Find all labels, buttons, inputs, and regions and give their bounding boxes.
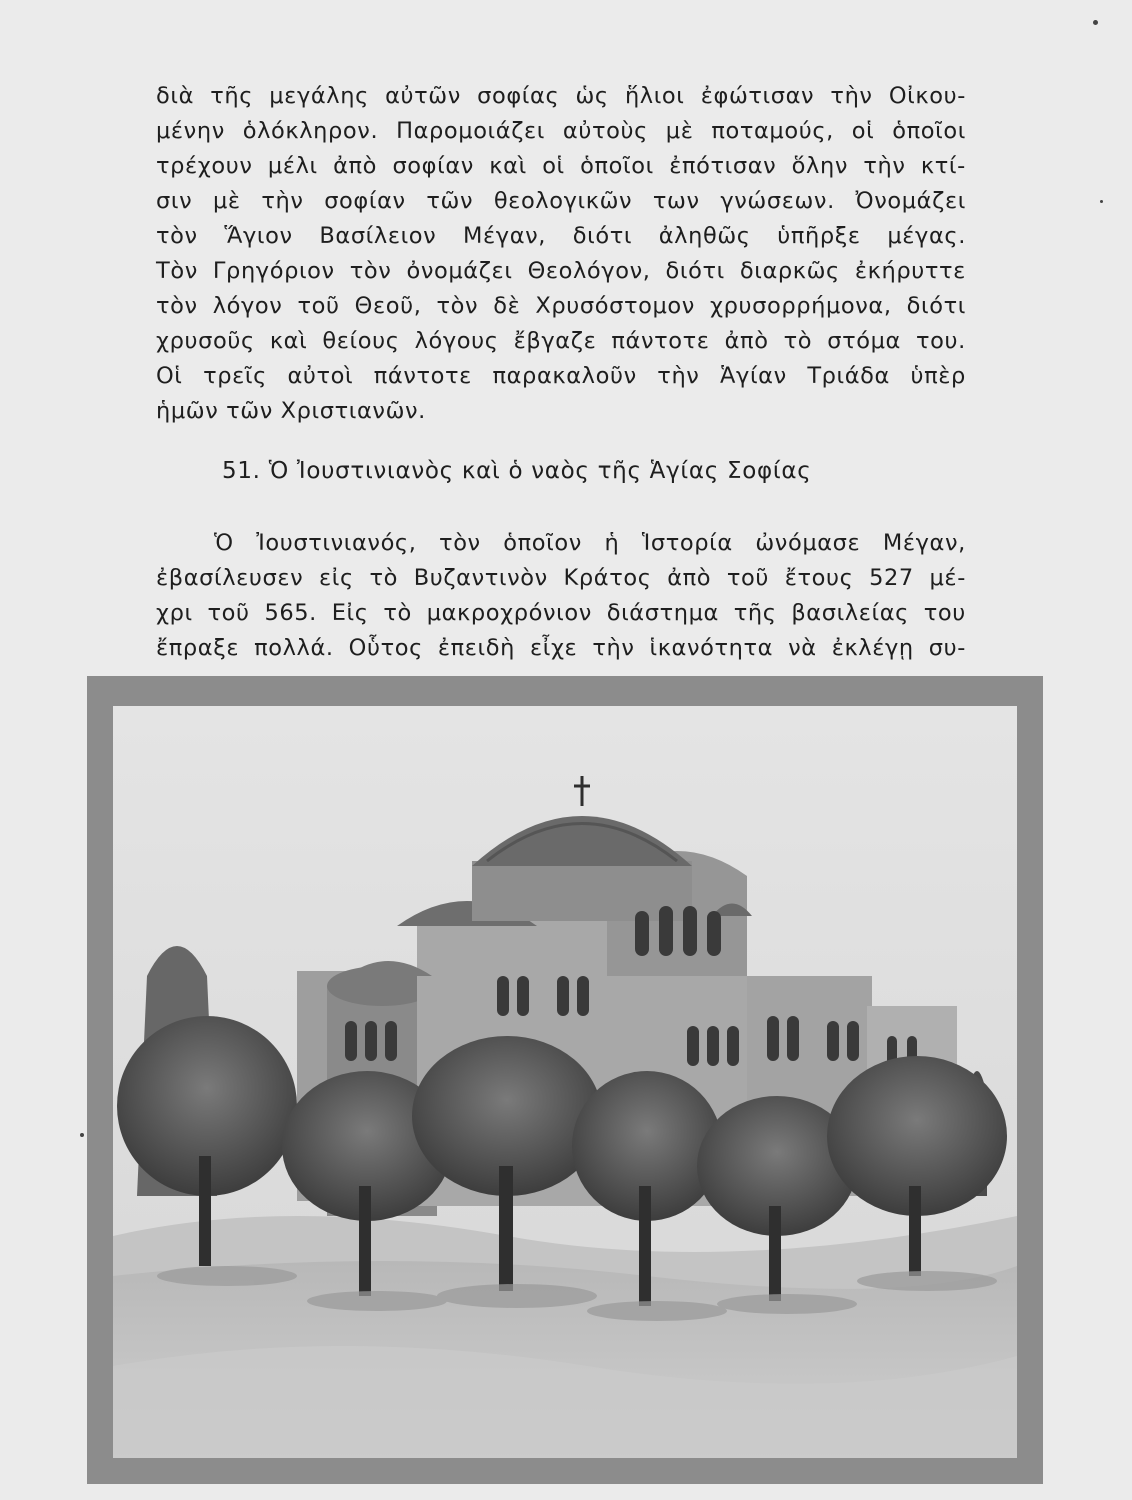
text-line: Τὸν Γρηγόριον τὸν ὀνομάζει Θεολόγον, διότι διαρκῶς ἐκήρυττε: [156, 258, 966, 284]
paper-speck: [1093, 20, 1098, 25]
text-line: μένην ὁλόκληρον. Παρομοιάζει αὐτοὺς μὲ ποταμούς, οἱ ὁποῖοι: [156, 118, 966, 144]
text-line: διὰ τῆς μεγάλης αὐτῶν σοφίας ὡς ἥλιοι ἐφώτισαν τὴν Οἰκου-: [156, 83, 966, 109]
text-line: τὸν Ἅγιον Βασίλειον Μέγαν, διότι ἀληθῶς ὑπῆρξε μέγας.: [156, 223, 966, 249]
text-line: Οἱ τρεῖς αὐτοὶ πάντοτε παρακαλοῦν τὴν Ἁγίαν Τριάδα ὑπὲρ: [156, 363, 966, 389]
text-line: τρέχουν μέλι ἀπὸ σοφίαν καὶ οἱ ὁποῖοι ἐπότισαν ὅλην τὴν κτί-: [156, 153, 966, 179]
text-line: ἐβασίλευσεν εἰς τὸ Βυζαντινὸν Κράτος ἀπὸ τοῦ ἔτους 527 μέ-: [156, 565, 966, 591]
paper-speck: [1100, 200, 1103, 203]
text-line: ἡμῶν τῶν Χριστιανῶν.: [156, 398, 426, 424]
text-line: τὸν λόγον τοῦ Θεοῦ, τὸν δὲ Χρυσόστομον χρυσορρήμονα, διότι: [156, 293, 966, 319]
section-heading: 51. Ὁ Ἰουστινιανὸς καὶ ὁ ναὸς τῆς Ἁγίας Σοφίας: [222, 458, 812, 484]
paper-speck: [80, 1133, 84, 1137]
hagia-sophia-illustration: [87, 676, 1043, 1484]
text-line: σιν μὲ τὴν σοφίαν τῶν θεολογικῶν των γνώσεων. Ὀνομάζει: [156, 188, 966, 214]
text-line: χρυσοῦς καὶ θείους λόγους ἔβγαζε πάντοτε ἀπὸ τὸ στόμα του.: [156, 328, 966, 354]
text-line: χρι τοῦ 565. Εἰς τὸ μακροχρόνιον διάστημα τῆς βασιλείας του: [156, 600, 966, 626]
text-line: ἔπραξε πολλά. Οὗτος ἐπειδὴ εἶχε τὴν ἱκανότητα νὰ ἐκλέγῃ συ-: [156, 635, 966, 661]
text-line: Ὁ Ἰουστινιανός, τὸν ὁποῖον ἡ Ἱστορία ὠνόμασε Μέγαν,: [214, 530, 966, 556]
